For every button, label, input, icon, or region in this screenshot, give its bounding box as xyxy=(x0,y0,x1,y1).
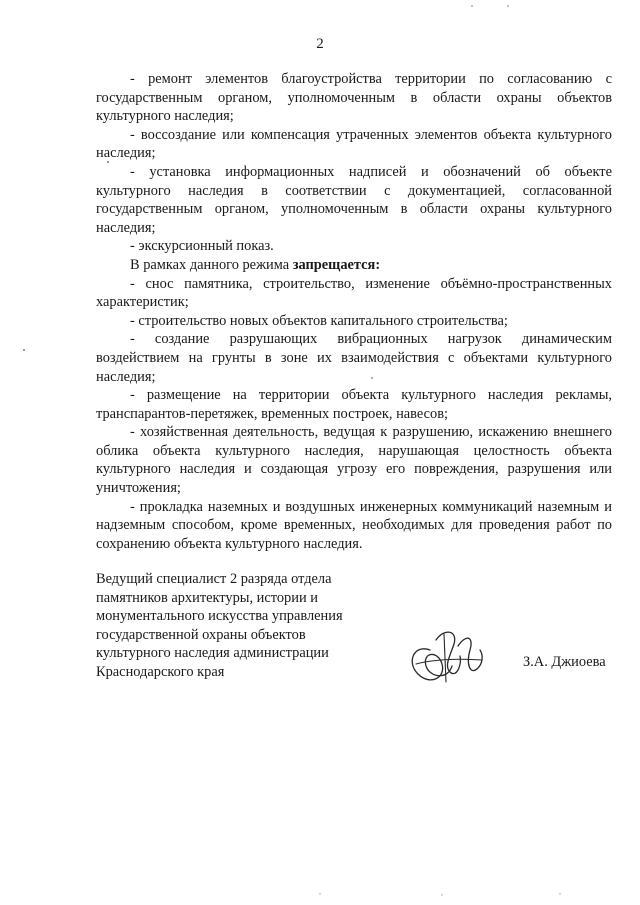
signer-name: З.А. Джиоева xyxy=(523,654,606,670)
paragraph-advertising: - размещение на территории объекта культурного наследия рекламы, транспарантов-перетяжек, временных построек, навесов; xyxy=(96,387,612,422)
paragraph-prohibited-intro xyxy=(96,256,612,275)
paragraph-reconstruction: - воссоздание или компенсация утраченных элементов объекта культурного наследия; xyxy=(96,126,612,162)
paragraph-excursion: - экскурсионный показ. xyxy=(130,238,274,255)
prohibited-keyword: запрещается: xyxy=(292,256,381,273)
signature-position xyxy=(96,570,396,682)
position-line: памятников архитектуры, истории и xyxy=(96,589,318,606)
position-line: Краснодарского края xyxy=(96,663,225,680)
paragraph-economic-activity: - хозяйственная деятельность, ведущая к разрушению, искажению внешнего облика объекта культурного наследия, нарушающая целостность объекта культурного наследия и создающая угрозу его повреждения, разрушения или уничтожения; xyxy=(96,424,612,497)
position-line: государственной охраны объектов xyxy=(96,626,306,643)
handwritten-signature xyxy=(400,620,492,692)
position-line: культурного наследия администрации xyxy=(96,645,329,662)
document-body xyxy=(96,70,612,553)
position-line: монументального искусства управления xyxy=(96,608,343,625)
paragraph-repair: - ремонт элементов благоустройства территории по согласованию с государственным органом, уполномоченным в области охраны объектов культурного наследия; xyxy=(96,71,612,125)
paragraph-demolition: - снос памятника, строительство, изменение объёмно-пространственных характеристик; xyxy=(96,275,612,311)
paragraph-utilities: - прокладка наземных и воздушных инженерных коммуникаций наземным и надземным способом, кроме временных, необходимых для проведения работ по сохранению объекта культурного наследия. xyxy=(96,498,612,552)
paragraph-new-construction: - строительство новых объектов капитального строительства; xyxy=(130,312,508,329)
page-number: 2 xyxy=(316,36,324,52)
paragraph-vibration: - создание разрушающих вибрационных нагрузок динамическим воздействием на грунты в зоне их взаимодействия с объектами культурного наследия; xyxy=(96,331,612,385)
prohibited-intro-text: В рамках данного режима xyxy=(130,256,293,273)
position-line: Ведущий специалист 2 разряда отдела xyxy=(96,571,332,587)
paragraph-signage: - установка информационных надписей и обозначений об объекте культурного наследия в соответствии с документацией, согласованной государственным органом, уполномоченным в области охраны культурного наследия; xyxy=(96,163,612,236)
